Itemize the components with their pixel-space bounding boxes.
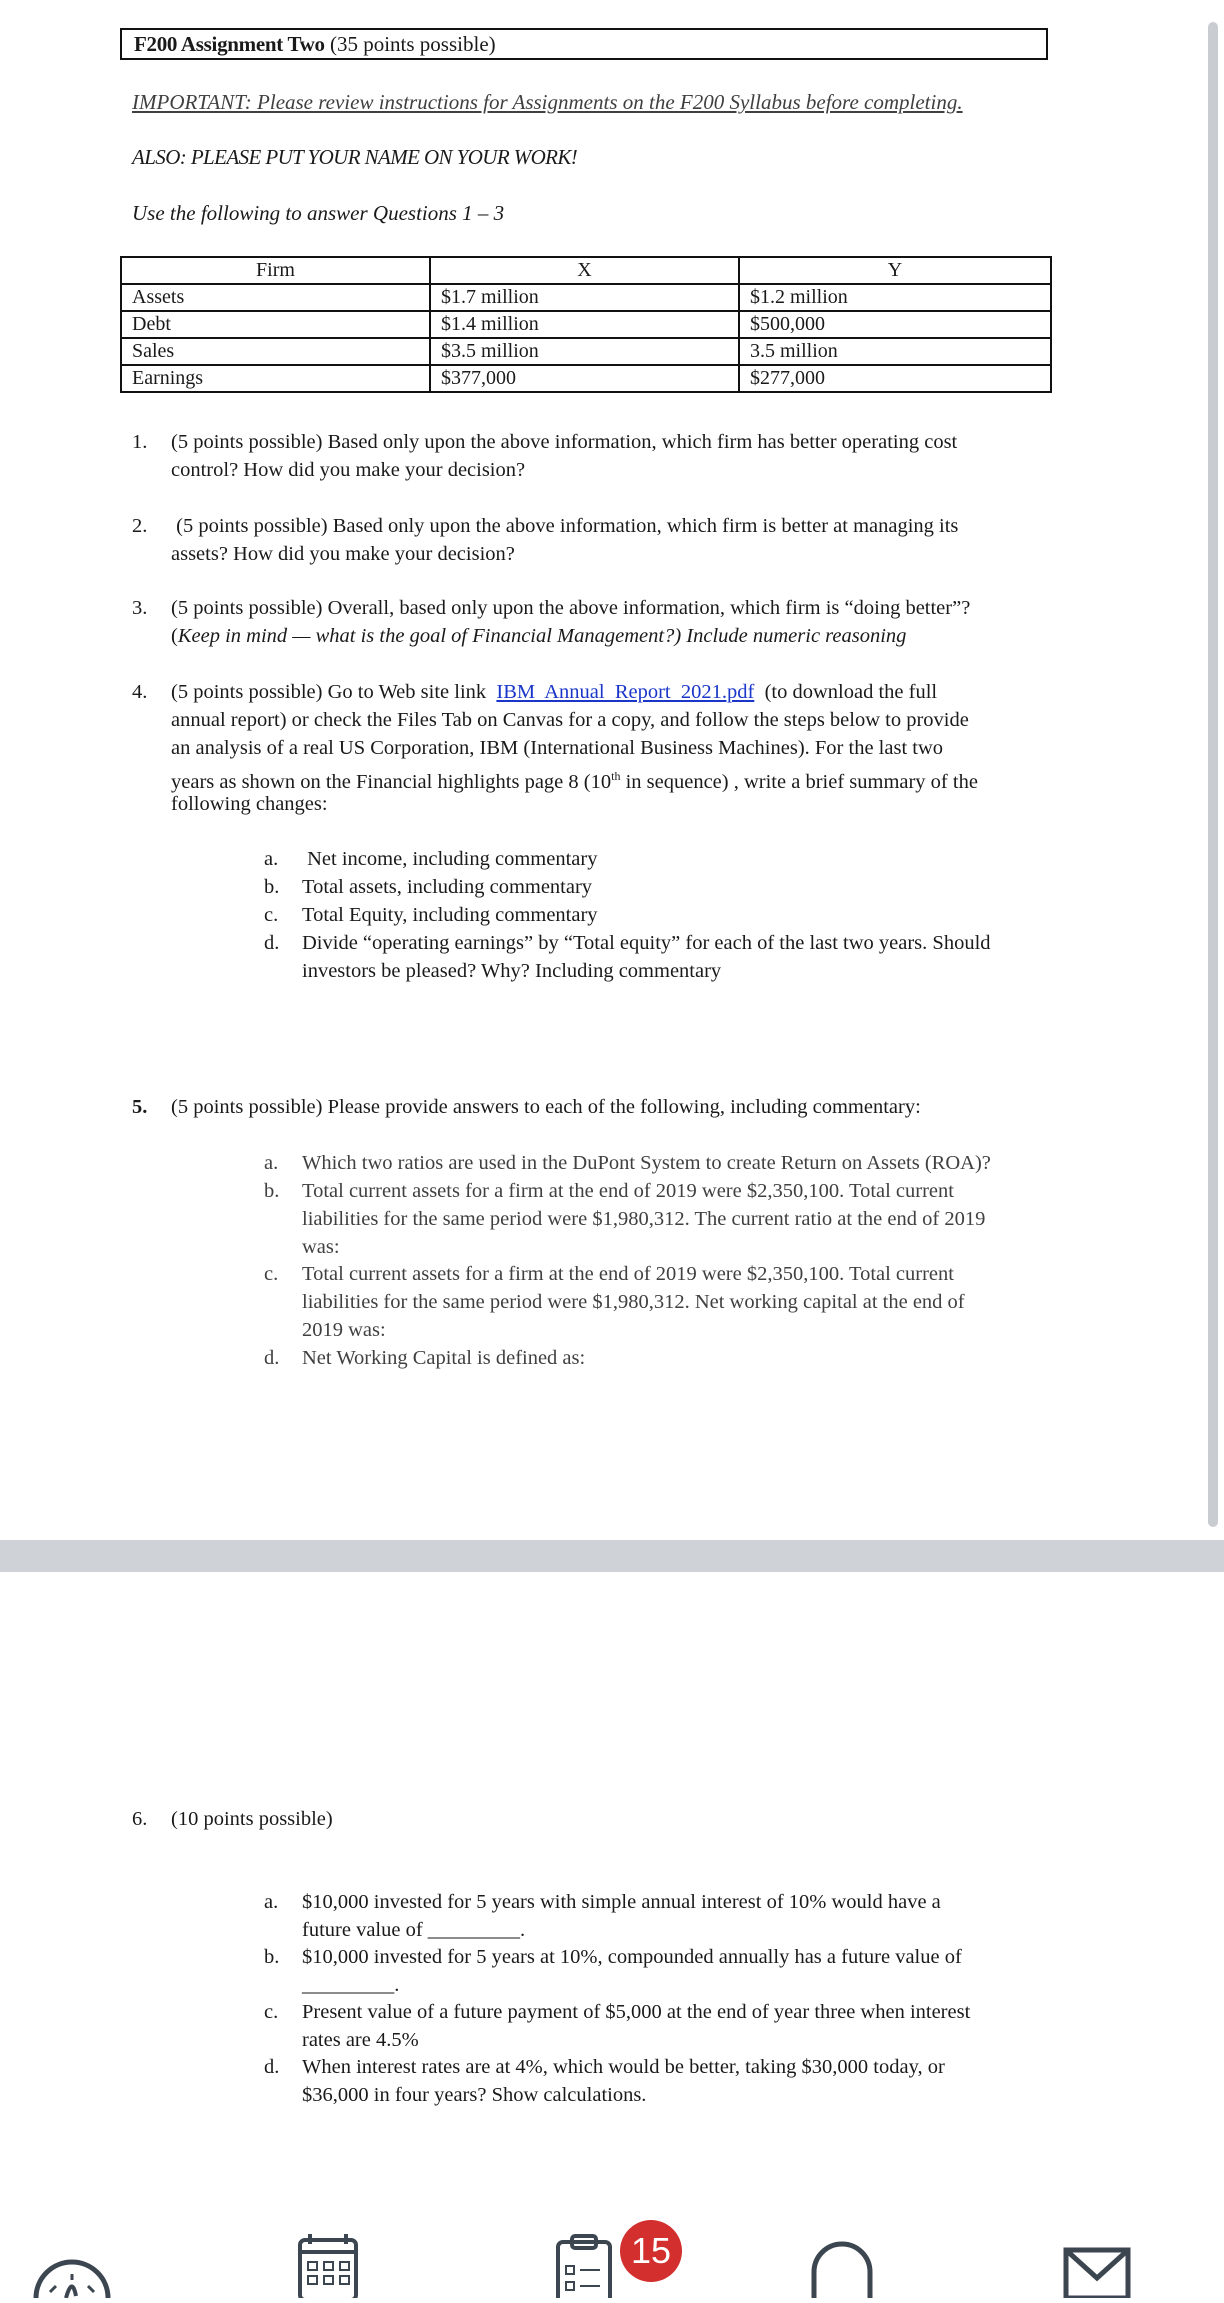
table-header-row	[121, 257, 1051, 284]
question-4-line: annual report) or check the Files Tab on Canvas for a copy, and follow the steps below to provide	[171, 709, 969, 731]
question-1-number: 1.	[132, 431, 148, 453]
item-label: d.	[264, 2056, 280, 2078]
table-cell: $377,000	[430, 365, 739, 392]
question-5-item-c	[264, 1260, 1054, 1344]
table-header-cell: Y	[739, 257, 1051, 284]
question-4-text: (to download the full	[754, 681, 938, 703]
item-label: d.	[264, 1347, 280, 1369]
item-text: Net income, including commentary	[302, 848, 598, 870]
item-text: Total Equity, including commentary	[302, 904, 598, 926]
item-text: investors be pleased? Why? Including commentary	[302, 960, 722, 982]
item-label: c.	[264, 2001, 279, 2023]
title-bold: F200 Assignment Two	[134, 32, 325, 56]
question-2-line: assets? How did you make your decision?	[171, 543, 515, 565]
also-notice: ALSO: PLEASE PUT YOUR NAME ON YOUR WORK!	[132, 145, 578, 169]
item-text: future value of _________.	[302, 1919, 526, 1941]
question-3-line: (5 points possible) Overall, based only upon the above information, which firm is “doing better”?	[171, 597, 971, 619]
table-cell: $1.7 million	[430, 284, 739, 311]
item-text: $10,000 invested for 5 years at 10%, compounded annually has a future value of	[302, 1946, 962, 1968]
item-text: 2019 was:	[302, 1319, 386, 1341]
table-cell: Sales	[121, 338, 430, 365]
bottom-nav-icons	[0, 2232, 1224, 2298]
item-text: Net Working Capital is defined as:	[302, 1347, 586, 1369]
question-1-line: (5 points possible) Based only upon the above information, which firm has better operating cost	[171, 431, 958, 453]
table-cell: 3.5 million	[739, 338, 1051, 365]
question-3-line	[171, 622, 906, 650]
item-text: Total current assets for a firm at the end of 2019 were $2,350,100. Total current	[302, 1263, 954, 1285]
item-text: was:	[302, 1236, 340, 1258]
question-6-item-d	[264, 2053, 1054, 2109]
item-text: liabilities for the same period were $1,980,312. Net working capital at the end of	[302, 1291, 965, 1313]
title-points: (35 points possible)	[324, 32, 496, 56]
item-label: a.	[264, 848, 279, 870]
question-2-number: 2.	[132, 515, 148, 537]
superscript-th: th	[611, 769, 621, 783]
item-label: a.	[264, 1891, 279, 1913]
question-6-number: 6.	[132, 1808, 148, 1830]
use-following-text: Use the following to answer Questions 1 – 3	[132, 201, 505, 225]
table-cell: $3.5 million	[430, 338, 739, 365]
item-text: Total current assets for a firm at the end of 2019 were $2,350,100. Total current	[302, 1180, 954, 1202]
question-5-number: 5.	[132, 1096, 148, 1118]
table-header-cell: Firm	[121, 257, 430, 284]
item-text: Present value of a future payment of $5,000 at the end of year three when interest	[302, 2001, 971, 2023]
question-6-line: (10 points possible)	[171, 1808, 333, 1830]
item-text: Divide “operating earnings” by “Total equity” for each of the last two years. Should	[302, 932, 991, 954]
table-row	[121, 365, 1051, 392]
item-text: rates are 4.5%	[302, 2029, 419, 2051]
table-row	[121, 311, 1051, 338]
question-4-line: an analysis of a real US Corporation, IBM (International Business Machines). For the last two	[171, 737, 944, 759]
item-text: $36,000 in four years? Show calculations.	[302, 2084, 647, 2106]
table-row	[121, 338, 1051, 365]
item-label: a.	[264, 1152, 279, 1174]
question-6-item-b	[264, 1943, 1054, 1999]
ibm-annual-report-link[interactable]: IBM Annual Report 2021.pdf	[496, 681, 755, 703]
firm-comparison-table	[120, 256, 1052, 393]
notifications-icon[interactable]	[814, 2244, 870, 2298]
question-4-number: 4.	[132, 681, 148, 703]
question-3-italic: Keep in mind — what is the goal of Financial Management?) Include numeric reasoning	[177, 625, 907, 647]
question-3-paren: (	[171, 625, 178, 647]
important-notice: IMPORTANT: Please review instructions for Assignments on the F200 Syllabus before completing.	[132, 90, 963, 114]
item-text: _________.	[302, 1974, 400, 1996]
todo-count-badge: 15	[620, 2220, 682, 2282]
table-cell: $277,000	[739, 365, 1051, 392]
table-cell: $1.2 million	[739, 284, 1051, 311]
question-1-line: control? How did you make your decision?	[171, 459, 526, 481]
item-text: $10,000 invested for 5 years with simple annual interest of 10% would have a	[302, 1891, 941, 1913]
question-4-line	[171, 678, 937, 706]
calendar-icon[interactable]	[300, 2234, 356, 2298]
table-header-cell: X	[430, 257, 739, 284]
question-4-item-d	[264, 929, 1054, 985]
question-6-item-a	[264, 1888, 1054, 1944]
item-label: c.	[264, 904, 279, 926]
table-cell: Earnings	[121, 365, 430, 392]
assignment-title	[120, 28, 1048, 60]
item-label: c.	[264, 1263, 279, 1285]
question-5-item-b	[264, 1177, 1054, 1261]
question-4-text: years as shown on the Financial highlights page 8 (10	[171, 770, 612, 793]
item-label: b.	[264, 876, 280, 898]
scrollbar[interactable]	[1208, 22, 1218, 1527]
question-5-line: (5 points possible) Please provide answers to each of the following, including commentary:	[171, 1096, 921, 1118]
question-4-text: in sequence) , write a brief summary of the	[620, 770, 978, 793]
question-4-text: (5 points possible) Go to Web site link	[171, 681, 497, 703]
todo-icon[interactable]	[558, 2236, 610, 2298]
inbox-icon[interactable]	[1066, 2250, 1128, 2298]
item-text: When interest rates are at 4%, which would be better, taking $30,000 today, or	[302, 2056, 945, 2078]
question-4-line: following changes:	[171, 793, 328, 815]
table-cell: Assets	[121, 284, 430, 311]
page-separator	[0, 1540, 1224, 1572]
table-row	[121, 284, 1051, 311]
question-6-item-c	[264, 1998, 1054, 2054]
dashboard-icon[interactable]	[36, 2262, 108, 2298]
item-label: d.	[264, 932, 280, 954]
item-label: b.	[264, 1946, 280, 1968]
question-3-number: 3.	[132, 597, 148, 619]
table-cell: $1.4 million	[430, 311, 739, 338]
table-cell: Debt	[121, 311, 430, 338]
bottom-nav-bar	[0, 2232, 1224, 2298]
item-text: Which two ratios are used in the DuPont System to create Return on Assets (ROA)?	[302, 1152, 991, 1174]
question-2-line: (5 points possible) Based only upon the above information, which firm is better at managing its	[171, 515, 959, 537]
item-text: liabilities for the same period were $1,980,312. The current ratio at the end of 2019	[302, 1208, 986, 1230]
table-cell: $500,000	[739, 311, 1051, 338]
item-text: Total assets, including commentary	[302, 876, 593, 898]
item-label: b.	[264, 1180, 280, 1202]
